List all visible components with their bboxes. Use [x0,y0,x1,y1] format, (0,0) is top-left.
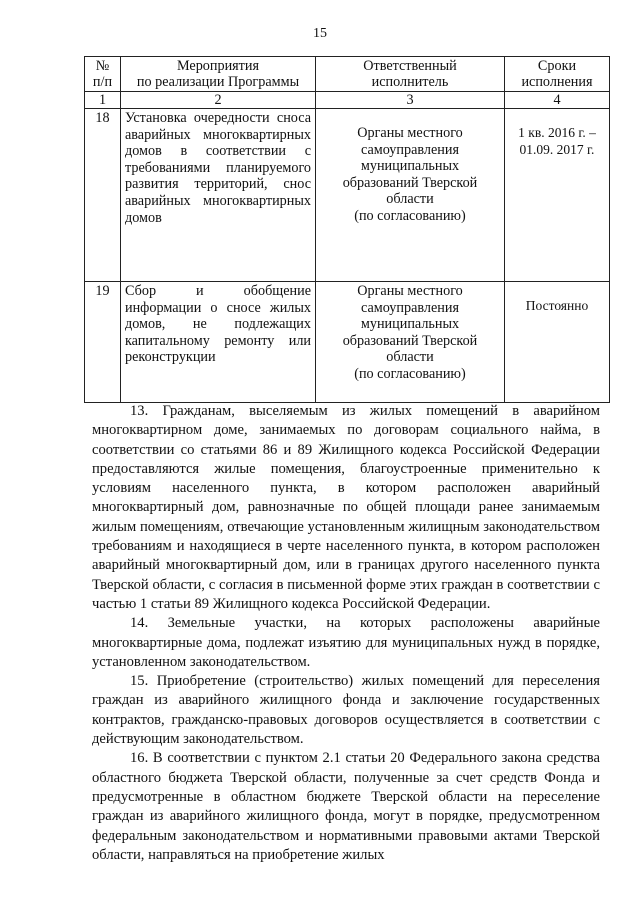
header-number-line: № [95,58,110,74]
row-number: 19 [85,282,121,403]
row-responsible [316,282,505,403]
responsible-line: муниципальных [360,158,460,175]
row-responsible [316,109,505,282]
deadline-line: 01.09. 2017 г. [519,141,595,157]
row-number: 18 [85,109,121,282]
responsible-line: образований Тверской [342,174,478,191]
header-responsible-line: Ответственный [363,58,457,74]
table-row [85,282,610,403]
responsible-line: (по согласованию) [354,365,466,382]
responsible-line: области [386,349,434,366]
header-activity [121,57,316,92]
program-measures-table [84,56,610,403]
column-number: 3 [316,92,505,109]
paragraph-16: 16. В соответствии с пунктом 2.1 статьи 20 Федерального закона средства областного бюджета Тверской области, полученные за счет средств Фонда и предусмотренные в областном бюджете Тверской области на переселение граждан из аварийного жилищного фонда, могут в порядке, предусмотренном федеральным законодательством и нормативными правовыми актами Тверской области, направляться на приобретение жилых [92,750,600,863]
header-responsible-line: исполнитель [371,74,449,90]
table-header-row [85,57,610,92]
page-number: 15 [313,26,327,41]
deadline-line: 1 кв. 2016 г. – [518,125,596,140]
column-number: 1 [85,92,121,109]
row-activity: Сбор и обобщение информации о сносе жилых домов, не подлежащих капитальному ремонту или реконструкции [121,282,316,403]
header-deadline-line: исполнения [521,74,593,90]
row-deadline [505,109,610,282]
body-text [92,402,600,865]
row-activity: Установка очередности сноса аварийных многоквартирных домов в соответствии с требованиями планируемого развития территорий, снос аварийных многоквартирных домов [121,109,316,282]
header-activity-line: по реализации Программы [136,74,300,90]
responsible-line: Органы местного [357,283,463,299]
header-activity-line: Мероприятия [176,58,260,74]
responsible-line: (по согласованию) [354,207,466,224]
deadline-line: Постоянно [525,298,589,313]
column-numbers-row [85,92,610,109]
header-number-line: п/п [92,74,113,90]
responsible-line: Органы местного [357,125,463,141]
header-number [85,57,121,92]
table-row [85,109,610,282]
row-deadline [505,282,610,403]
responsible-line: области [386,191,434,208]
header-responsible [316,57,505,92]
responsible-line: муниципальных [360,316,460,333]
responsible-line: самоуправления [361,299,459,316]
header-deadline [505,57,610,92]
paragraph-14: 14. Земельные участки, на которых расположены аварийные многоквартирные дома, подлежат изъятию для муниципальных нужд в порядке, установленном законодательством. [92,615,600,670]
responsible-line: самоуправления [361,141,459,158]
column-number: 2 [121,92,316,109]
column-number: 4 [505,92,610,109]
paragraph-15: 15. Приобретение (строительство) жилых помещений для переселения граждан из аварийного жилищного фонда и заключение государственных контрактов, гражданско-правовых договоров осуществляется в соответствии с действующим законодательством. [92,673,600,748]
responsible-line: образований Тверской [342,332,478,349]
header-deadline-line: Сроки [537,58,577,74]
paragraph-13: 13. Гражданам, выселяемым из жилых помещений в аварийном многоквартирном доме, занимаемых по договорам социального найма, в соответствии со статьями 86 и 89 Жилищного кодекса Российской Федерации предоставляются жилые помещения, благоустроенные применительно к условиям населенного пункта, в котором расположен аварийный многоквартирный дом, равнозначные по общей площади ранее занимаемым жилым помещениям, отвечающие установленным жилищным законодательством требованиям и находящиеся в черте населенного пункта, в котором расположен аварийный многоквартирный дом, или в границах другого населенного пункта Тверской области, с согласия в письменной форме этих граждан в соответствии с частью 1 статьи 89 Жилищного кодекса Российской Федерации. [92,403,600,612]
